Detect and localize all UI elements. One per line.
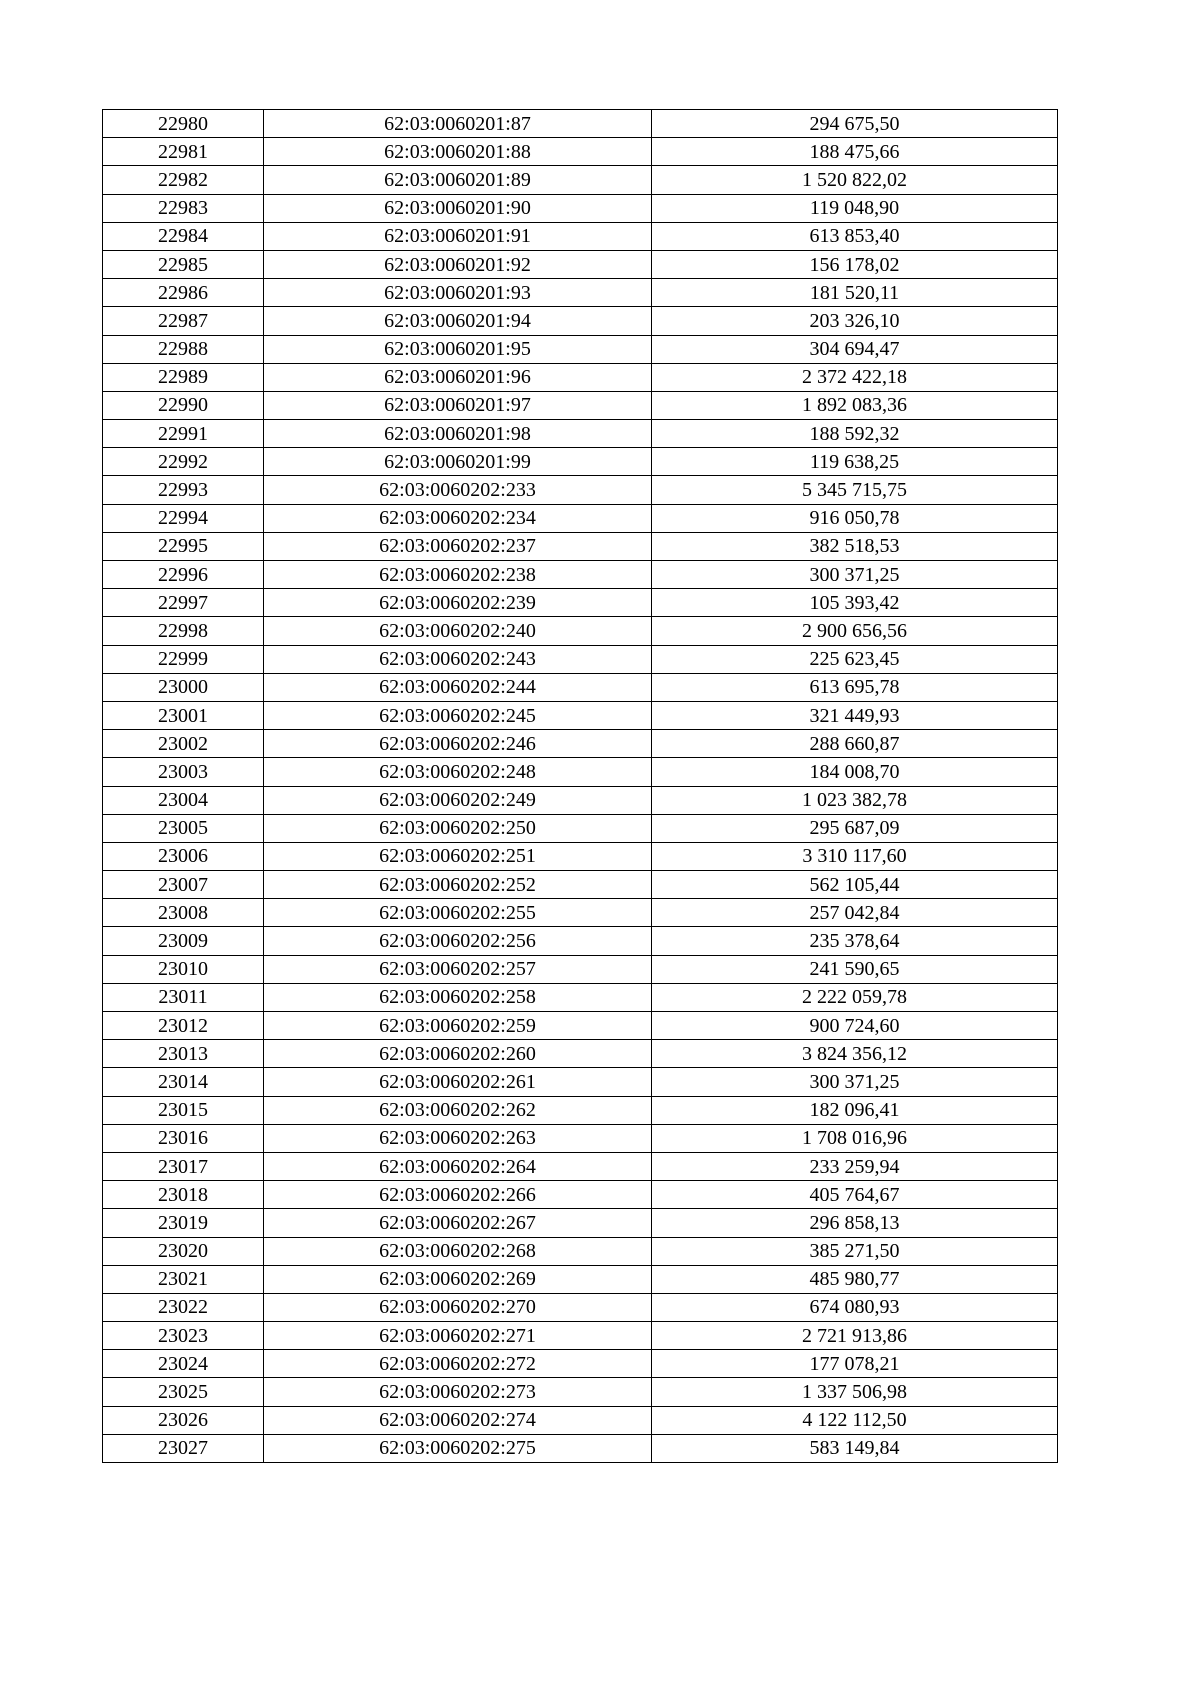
cadastral-number-cell: 62:03:0060202:233 xyxy=(264,476,652,504)
table-row xyxy=(103,899,1058,927)
cadastral-value-cell: 241 590,65 xyxy=(652,955,1058,983)
cadastral-value-cell: 485 980,77 xyxy=(652,1265,1058,1293)
cadastral-number-cell: 62:03:0060202:271 xyxy=(264,1322,652,1350)
cadastral-value-cell: 295 687,09 xyxy=(652,814,1058,842)
table-row xyxy=(103,1350,1058,1378)
cadastral-value-cell: 900 724,60 xyxy=(652,1012,1058,1040)
cadastral-number-cell: 62:03:0060201:92 xyxy=(264,250,652,278)
cadastral-value-cell: 2 222 059,78 xyxy=(652,983,1058,1011)
row-number-cell: 23013 xyxy=(103,1040,264,1068)
row-number-cell: 23008 xyxy=(103,899,264,927)
cadastral-number-cell: 62:03:0060201:91 xyxy=(264,222,652,250)
cadastral-number-cell: 62:03:0060202:240 xyxy=(264,617,652,645)
table-row xyxy=(103,1152,1058,1180)
cadastral-number-cell: 62:03:0060202:261 xyxy=(264,1068,652,1096)
cadastral-value-cell: 181 520,11 xyxy=(652,279,1058,307)
cadastral-value-cell: 382 518,53 xyxy=(652,532,1058,560)
cadastral-number-cell: 62:03:0060202:245 xyxy=(264,701,652,729)
cadastral-value-cell: 1 337 506,98 xyxy=(652,1378,1058,1406)
table-row xyxy=(103,363,1058,391)
cadastral-number-cell: 62:03:0060202:272 xyxy=(264,1350,652,1378)
row-number-cell: 22980 xyxy=(103,110,264,138)
cadastral-value-cell: 257 042,84 xyxy=(652,899,1058,927)
cadastral-number-cell: 62:03:0060202:274 xyxy=(264,1406,652,1434)
row-number-cell: 22997 xyxy=(103,589,264,617)
cadastral-number-cell: 62:03:0060201:94 xyxy=(264,307,652,335)
row-number-cell: 23019 xyxy=(103,1209,264,1237)
table-row xyxy=(103,1265,1058,1293)
table-row xyxy=(103,110,1058,138)
table-row xyxy=(103,1322,1058,1350)
table-row xyxy=(103,1012,1058,1040)
row-number-cell: 22982 xyxy=(103,166,264,194)
table-row xyxy=(103,1124,1058,1152)
table-row xyxy=(103,448,1058,476)
cadastral-number-cell: 62:03:0060202:248 xyxy=(264,758,652,786)
cadastral-number-cell: 62:03:0060202:243 xyxy=(264,645,652,673)
cadastral-number-cell: 62:03:0060202:250 xyxy=(264,814,652,842)
table-row xyxy=(103,307,1058,335)
table-row xyxy=(103,1378,1058,1406)
table-row xyxy=(103,1237,1058,1265)
cadastral-number-cell: 62:03:0060202:270 xyxy=(264,1293,652,1321)
cadastral-number-cell: 62:03:0060202:257 xyxy=(264,955,652,983)
cadastral-value-cell: 613 695,78 xyxy=(652,673,1058,701)
row-number-cell: 23020 xyxy=(103,1237,264,1265)
cadastral-value-cell: 1 520 822,02 xyxy=(652,166,1058,194)
cadastral-number-cell: 62:03:0060202:258 xyxy=(264,983,652,1011)
cadastral-value-cell: 288 660,87 xyxy=(652,730,1058,758)
cadastral-value-cell: 105 393,42 xyxy=(652,589,1058,617)
cadastral-value-cell: 583 149,84 xyxy=(652,1434,1058,1462)
cadastral-number-cell: 62:03:0060201:89 xyxy=(264,166,652,194)
cadastral-number-cell: 62:03:0060202:234 xyxy=(264,504,652,532)
row-number-cell: 23001 xyxy=(103,701,264,729)
cadastral-value-cell: 2 721 913,86 xyxy=(652,1322,1058,1350)
table-row xyxy=(103,250,1058,278)
cadastral-value-cell: 5 345 715,75 xyxy=(652,476,1058,504)
row-number-cell: 22995 xyxy=(103,532,264,560)
table-row xyxy=(103,1096,1058,1124)
cadastral-value-cell: 405 764,67 xyxy=(652,1181,1058,1209)
cadastral-value-cell: 233 259,94 xyxy=(652,1152,1058,1180)
table-row xyxy=(103,138,1058,166)
row-number-cell: 23026 xyxy=(103,1406,264,1434)
cadastral-value-cell: 3 824 356,12 xyxy=(652,1040,1058,1068)
cadastral-number-cell: 62:03:0060202:237 xyxy=(264,532,652,560)
cadastral-value-cell: 300 371,25 xyxy=(652,561,1058,589)
cadastral-value-cell: 235 378,64 xyxy=(652,927,1058,955)
table-row xyxy=(103,1068,1058,1096)
row-number-cell: 22991 xyxy=(103,420,264,448)
cadastral-number-cell: 62:03:0060202:267 xyxy=(264,1209,652,1237)
cadastral-value-cell: 1 708 016,96 xyxy=(652,1124,1058,1152)
row-number-cell: 23015 xyxy=(103,1096,264,1124)
row-number-cell: 23023 xyxy=(103,1322,264,1350)
cadastral-value-cell: 119 048,90 xyxy=(652,194,1058,222)
row-number-cell: 23014 xyxy=(103,1068,264,1096)
table-row xyxy=(103,701,1058,729)
cadastral-value-cell: 3 310 117,60 xyxy=(652,842,1058,870)
row-number-cell: 23012 xyxy=(103,1012,264,1040)
table-row xyxy=(103,814,1058,842)
table-row xyxy=(103,1181,1058,1209)
cadastral-number-cell: 62:03:0060201:87 xyxy=(264,110,652,138)
row-number-cell: 22985 xyxy=(103,250,264,278)
cadastral-number-cell: 62:03:0060201:95 xyxy=(264,335,652,363)
table-row xyxy=(103,645,1058,673)
cadastral-number-cell: 62:03:0060201:99 xyxy=(264,448,652,476)
cadastral-value-cell: 321 449,93 xyxy=(652,701,1058,729)
cadastral-value-table xyxy=(102,109,1058,1463)
table-row xyxy=(103,1209,1058,1237)
row-number-cell: 22998 xyxy=(103,617,264,645)
cadastral-number-cell: 62:03:0060202:269 xyxy=(264,1265,652,1293)
table-row xyxy=(103,1040,1058,1068)
cadastral-value-cell: 156 178,02 xyxy=(652,250,1058,278)
table-row xyxy=(103,504,1058,532)
cadastral-value-cell: 300 371,25 xyxy=(652,1068,1058,1096)
cadastral-number-cell: 62:03:0060202:238 xyxy=(264,561,652,589)
row-number-cell: 22988 xyxy=(103,335,264,363)
row-number-cell: 22999 xyxy=(103,645,264,673)
table-row xyxy=(103,420,1058,448)
cadastral-value-cell: 188 592,32 xyxy=(652,420,1058,448)
row-number-cell: 23000 xyxy=(103,673,264,701)
cadastral-value-cell: 184 008,70 xyxy=(652,758,1058,786)
row-number-cell: 23017 xyxy=(103,1152,264,1180)
cadastral-number-cell: 62:03:0060201:93 xyxy=(264,279,652,307)
cadastral-number-cell: 62:03:0060202:262 xyxy=(264,1096,652,1124)
table-row xyxy=(103,730,1058,758)
row-number-cell: 22994 xyxy=(103,504,264,532)
cadastral-number-cell: 62:03:0060202:266 xyxy=(264,1181,652,1209)
cadastral-number-cell: 62:03:0060202:251 xyxy=(264,842,652,870)
cadastral-number-cell: 62:03:0060202:246 xyxy=(264,730,652,758)
row-number-cell: 22983 xyxy=(103,194,264,222)
table-row xyxy=(103,983,1058,1011)
cadastral-number-cell: 62:03:0060202:256 xyxy=(264,927,652,955)
cadastral-value-cell: 2 372 422,18 xyxy=(652,363,1058,391)
row-number-cell: 23002 xyxy=(103,730,264,758)
row-number-cell: 23004 xyxy=(103,786,264,814)
table-row xyxy=(103,279,1058,307)
table-row xyxy=(103,476,1058,504)
table-row xyxy=(103,1434,1058,1462)
row-number-cell: 22992 xyxy=(103,448,264,476)
cadastral-number-cell: 62:03:0060202:260 xyxy=(264,1040,652,1068)
row-number-cell: 23010 xyxy=(103,955,264,983)
table-row xyxy=(103,561,1058,589)
cadastral-value-cell: 1 892 083,36 xyxy=(652,391,1058,419)
cadastral-value-cell: 294 675,50 xyxy=(652,110,1058,138)
table-row xyxy=(103,786,1058,814)
cadastral-number-cell: 62:03:0060202:275 xyxy=(264,1434,652,1462)
row-number-cell: 23024 xyxy=(103,1350,264,1378)
row-number-cell: 23006 xyxy=(103,842,264,870)
table-row xyxy=(103,871,1058,899)
cadastral-number-cell: 62:03:0060202:249 xyxy=(264,786,652,814)
table-row xyxy=(103,758,1058,786)
cadastral-value-cell: 674 080,93 xyxy=(652,1293,1058,1321)
table-row xyxy=(103,335,1058,363)
row-number-cell: 22996 xyxy=(103,561,264,589)
cadastral-number-cell: 62:03:0060201:97 xyxy=(264,391,652,419)
table-row xyxy=(103,391,1058,419)
cadastral-number-cell: 62:03:0060202:268 xyxy=(264,1237,652,1265)
row-number-cell: 23007 xyxy=(103,871,264,899)
cadastral-value-cell: 225 623,45 xyxy=(652,645,1058,673)
cadastral-value-cell: 916 050,78 xyxy=(652,504,1058,532)
table-row xyxy=(103,842,1058,870)
cadastral-value-cell: 613 853,40 xyxy=(652,222,1058,250)
cadastral-number-cell: 62:03:0060201:98 xyxy=(264,420,652,448)
row-number-cell: 23018 xyxy=(103,1181,264,1209)
cadastral-value-cell: 385 271,50 xyxy=(652,1237,1058,1265)
cadastral-number-cell: 62:03:0060202:264 xyxy=(264,1152,652,1180)
table-row xyxy=(103,617,1058,645)
row-number-cell: 22984 xyxy=(103,222,264,250)
cadastral-number-cell: 62:03:0060202:244 xyxy=(264,673,652,701)
cadastral-value-cell: 2 900 656,56 xyxy=(652,617,1058,645)
row-number-cell: 22986 xyxy=(103,279,264,307)
table-row xyxy=(103,532,1058,560)
row-number-cell: 23011 xyxy=(103,983,264,1011)
row-number-cell: 23022 xyxy=(103,1293,264,1321)
table-row xyxy=(103,222,1058,250)
cadastral-value-cell: 562 105,44 xyxy=(652,871,1058,899)
table-row xyxy=(103,673,1058,701)
row-number-cell: 23021 xyxy=(103,1265,264,1293)
row-number-cell: 23016 xyxy=(103,1124,264,1152)
table-body xyxy=(103,110,1058,1463)
table-row xyxy=(103,927,1058,955)
row-number-cell: 23005 xyxy=(103,814,264,842)
cadastral-number-cell: 62:03:0060202:273 xyxy=(264,1378,652,1406)
cadastral-value-cell: 119 638,25 xyxy=(652,448,1058,476)
row-number-cell: 22981 xyxy=(103,138,264,166)
cadastral-value-cell: 177 078,21 xyxy=(652,1350,1058,1378)
cadastral-number-cell: 62:03:0060202:239 xyxy=(264,589,652,617)
cadastral-number-cell: 62:03:0060202:255 xyxy=(264,899,652,927)
table-row xyxy=(103,1293,1058,1321)
cadastral-value-cell: 188 475,66 xyxy=(652,138,1058,166)
row-number-cell: 22987 xyxy=(103,307,264,335)
table-row xyxy=(103,166,1058,194)
row-number-cell: 22993 xyxy=(103,476,264,504)
cadastral-value-cell: 203 326,10 xyxy=(652,307,1058,335)
table-row xyxy=(103,955,1058,983)
row-number-cell: 22990 xyxy=(103,391,264,419)
cadastral-value-cell: 296 858,13 xyxy=(652,1209,1058,1237)
cadastral-value-cell: 1 023 382,78 xyxy=(652,786,1058,814)
cadastral-number-cell: 62:03:0060202:259 xyxy=(264,1012,652,1040)
row-number-cell: 23027 xyxy=(103,1434,264,1462)
cadastral-number-cell: 62:03:0060201:96 xyxy=(264,363,652,391)
table-row xyxy=(103,1406,1058,1434)
cadastral-number-cell: 62:03:0060202:252 xyxy=(264,871,652,899)
table-row xyxy=(103,589,1058,617)
cadastral-number-cell: 62:03:0060201:90 xyxy=(264,194,652,222)
row-number-cell: 22989 xyxy=(103,363,264,391)
cadastral-value-cell: 182 096,41 xyxy=(652,1096,1058,1124)
row-number-cell: 23009 xyxy=(103,927,264,955)
table-row xyxy=(103,194,1058,222)
cadastral-number-cell: 62:03:0060202:263 xyxy=(264,1124,652,1152)
row-number-cell: 23003 xyxy=(103,758,264,786)
cadastral-value-cell: 304 694,47 xyxy=(652,335,1058,363)
cadastral-number-cell: 62:03:0060201:88 xyxy=(264,138,652,166)
row-number-cell: 23025 xyxy=(103,1378,264,1406)
cadastral-value-cell: 4 122 112,50 xyxy=(652,1406,1058,1434)
